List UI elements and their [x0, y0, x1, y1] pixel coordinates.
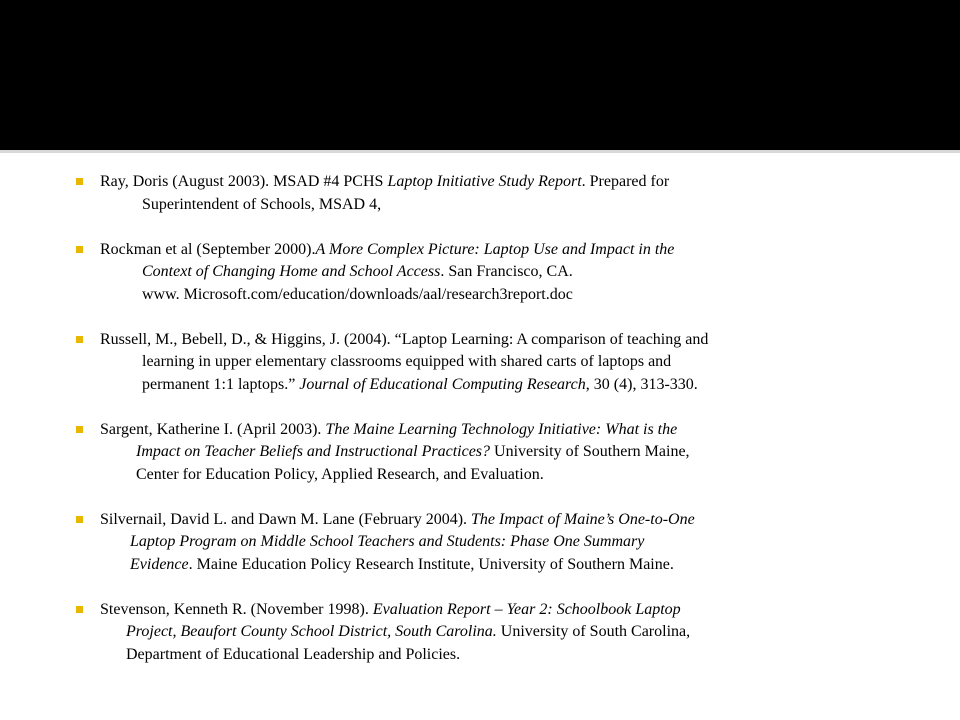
reference-list: [0, 171, 960, 689]
reference-line: [100, 261, 960, 284]
reference-text: Silvernail, David L. and Dawn M. Lane (February 2004).: [100, 510, 472, 528]
reference-text: Center for Education Policy, Applied Research, and Evaluation.: [136, 465, 544, 483]
reference-line: [100, 554, 960, 577]
reference-line: [100, 509, 960, 532]
reference-line: [100, 284, 960, 307]
reference-text: Rockman et al (September 2000).: [100, 240, 316, 258]
reference-url: www. Microsoft.com/education/downloads/aal/research3report.doc: [142, 285, 573, 303]
reference-line: [100, 351, 960, 374]
reference-line: [100, 621, 960, 644]
square-bullet-icon: [76, 246, 83, 253]
reference-text: Ray, Doris (August 2003). MSAD #4 PCHS: [100, 173, 388, 190]
reference-title: Laptop Initiative Study Report: [387, 173, 582, 190]
reference-line: [100, 599, 960, 622]
reference-title: Evaluation Report – Year 2: Schoolbook Laptop: [372, 600, 681, 618]
reference-text: Department of Educational Leadership and Policies.: [126, 645, 461, 663]
reference-title: Evidence: [130, 555, 189, 573]
reference-line: [100, 171, 960, 194]
reference-text: Russell, M., Bebell, D., & Higgins, J. (2004). “Laptop Learning: A comparison of teaching and: [100, 330, 709, 348]
reference-title: The Maine Learning Technology Initiative: What is the: [325, 420, 678, 438]
reference-text: . Prepared for: [581, 173, 670, 190]
reference-text: . Maine Education Policy Research Institute, University of Southern Maine.: [188, 555, 674, 573]
reference-line: [100, 239, 960, 262]
reference-text: Superintendent of Schools, MSAD 4,: [142, 195, 382, 213]
reference-text: Stevenson, Kenneth R. (November 1998).: [100, 600, 373, 618]
reference-title: The Impact of Maine’s One-to-One: [471, 510, 695, 528]
reference-title: Impact on Teacher Beliefs and Instructional Practices?: [136, 443, 491, 460]
divider-rule: [0, 150, 960, 153]
square-bullet-icon: [76, 426, 83, 433]
title-bar: [0, 0, 960, 150]
reference-line: [100, 644, 960, 667]
reference-title: Context of Changing Home and School Access: [142, 263, 441, 280]
reference-item: [0, 239, 960, 307]
reference-title: Laptop Program on Middle School Teachers and Students: Phase One Summary: [130, 533, 645, 550]
square-bullet-icon: [76, 606, 83, 613]
reference-item: [0, 599, 960, 667]
reference-item: [0, 329, 960, 397]
reference-text: University of South Carolina,: [496, 623, 691, 640]
reference-line: [100, 419, 960, 442]
reference-text: , 30 (4), 313-330.: [585, 375, 698, 393]
square-bullet-icon: [76, 178, 83, 185]
reference-title: Journal of Educational Computing Research: [299, 375, 586, 393]
reference-line: [100, 464, 960, 487]
reference-item: [0, 419, 960, 487]
reference-text: learning in upper elementary classrooms equipped with shared carts of laptops and: [142, 353, 672, 370]
square-bullet-icon: [76, 516, 83, 523]
reference-title: Project, Beaufort County School District, South Carolina.: [126, 623, 497, 640]
reference-line: [100, 531, 960, 554]
square-bullet-icon: [76, 336, 83, 343]
reference-line: [100, 194, 960, 217]
reference-text: Sargent, Katherine I. (April 2003).: [100, 420, 326, 438]
reference-text: . San Francisco, CA.: [440, 263, 573, 280]
reference-item: [0, 171, 960, 216]
reference-title: A More Complex Picture: Laptop Use and Impact in the: [315, 240, 675, 258]
reference-text: permanent 1:1 laptops.”: [142, 375, 300, 393]
reference-text: University of Southern Maine,: [490, 443, 690, 460]
reference-item: [0, 509, 960, 577]
reference-line: [100, 441, 960, 464]
reference-line: [100, 374, 960, 397]
reference-line: [100, 329, 960, 352]
